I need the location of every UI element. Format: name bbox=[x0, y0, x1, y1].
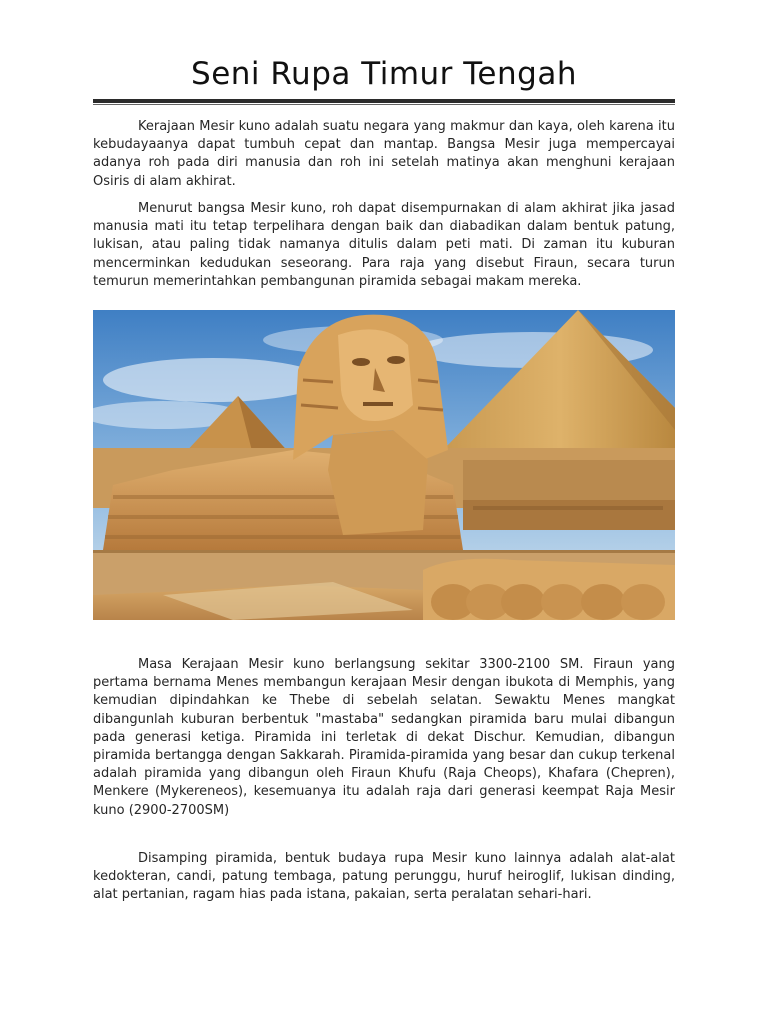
paragraph-2-text: Menurut bangsa Mesir kuno, roh dapat disempurnakan di alam akhirat jika jasad manusia mati itu tetap terpelihara dengan baik dan diabadikan dalam bentuk patung, lukisan, atau paling tidak namanya ditulis dalam peti mati. Di zaman itu kuburan mencerminkan kedudukan seseorang. Para raja yang disebut Firaun, secara turun temurun memerintahkan pembangunan piramida sebagai makam mereka. bbox=[93, 201, 675, 289]
title-divider bbox=[93, 99, 675, 103]
paragraph-1 bbox=[93, 118, 675, 191]
document-title: Seni Rupa Timur Tengah bbox=[191, 56, 577, 92]
paragraph-4 bbox=[93, 850, 675, 905]
paragraph-2 bbox=[93, 200, 675, 291]
paragraph-1-text: Kerajaan Mesir kuno adalah suatu negara yang makmur dan kaya, oleh karena itu kebudayaanya dapat tumbuh cepat dan mantap. Bangsa Mesir juga mempercayai adanya roh pada diri manusia dan roh ini setelah matinya akan menghuni kerajaan Osiris di alam akhirat. bbox=[93, 119, 675, 189]
paragraph-3 bbox=[93, 656, 675, 820]
paragraph-3-text: Masa Kerajaan Mesir kuno berlangsung sekitar 3300-2100 SM. Firaun yang pertama bernama Menes membangun kerajaan Mesir dengan ibukota di Memphis, yang kemudian dipindahkan ke Thebe di sebelah selatan. Sewaktu Menes mangkat dibangunlah kuburan berbentuk "mastaba" sedangkan piramida baru mulai dibangun pada generasi ketiga. Piramida ini terletak di dekat Dischur. Kemudian, dibangun piramida bertangga dengan Sakkarah. Piramida-piramida yang besar dan cukup terkenal adalah piramida yang dibangun oleh Firaun Khufu (Raja Cheops), Khafara (Chepren), Menkere (Mykereneos), kesemuanya itu adalah raja dari generasi keempat Raja Mesir kuno (2900-2700SM) bbox=[93, 657, 675, 818]
sphinx-pyramids-photo bbox=[93, 310, 675, 620]
paragraph-4-text: Disamping piramida, bentuk budaya rupa Mesir kuno lainnya adalah alat-alat kedokteran, candi, patung tembaga, patung perunggu, huruf heiroglif, lukisan dinding, alat pertanian, ragam hias pada istana, pakaian, serta peralatan sehari-hari. bbox=[93, 851, 675, 903]
title-divider-thin bbox=[93, 104, 675, 105]
